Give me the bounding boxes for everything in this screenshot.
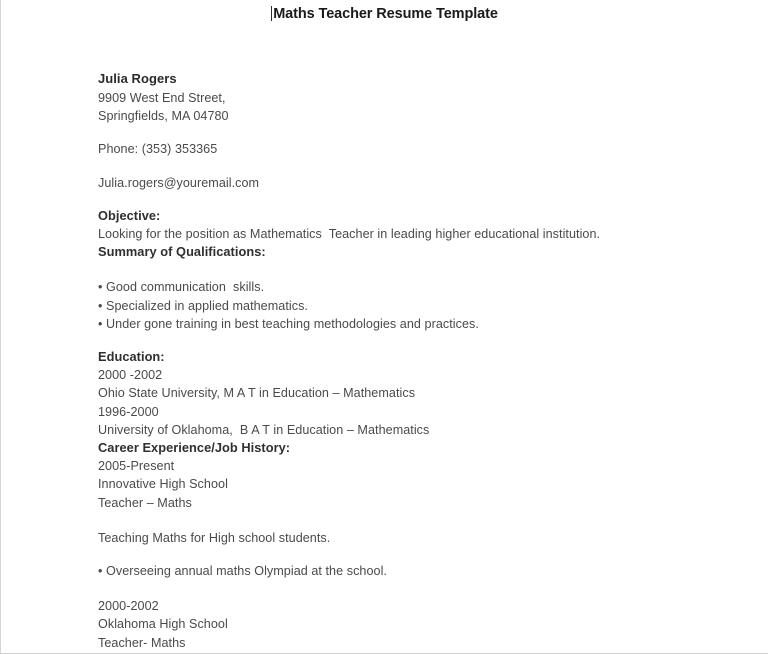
spacer [98,192,768,207]
education-entry-years: 2000 -2002 [98,368,163,383]
list-item: • Good communication skills. [98,280,265,295]
objective-heading: Objective: [98,207,161,223]
objective-text: Looking for the position as Mathematics Teacher in leading higher educational institution. [98,227,601,242]
email-line: Julia.rogers@youremail.com [98,175,260,190]
career-heading: Career Experience/Job History: [98,440,291,456]
spacer [98,512,768,529]
job2-role: Teacher- Maths [98,635,186,650]
spacer [98,159,768,174]
job1-organization: Innovative High School [98,477,228,492]
job1-role: Teacher – Maths [98,495,192,510]
education-entry-detail: University of Oklahoma, B A T in Education – Mathematics [98,422,430,437]
spacer [98,333,768,348]
job2-organization: Oklahoma High School [98,617,228,632]
list-item: • Specialized in applied mathematics. [98,298,308,313]
job2-years: 2000-2002 [98,599,159,614]
page-title-text: Maths Teacher Resume Template [273,6,498,22]
address-line-1: 9909 West End Street, [98,91,226,105]
resume-body [6,22,768,652]
spacer [98,125,768,140]
address-line-2: Springfields, MA 04780 [98,109,229,124]
candidate-name: Julia Rogers [98,71,177,86]
spacer [98,580,768,597]
summary-heading: Summary of Qualifications: [98,244,266,260]
page-title [6,0,768,22]
education-entry-years: 1996-2000 [98,404,159,419]
job1-description: Teaching Maths for High school students. [98,530,331,545]
job1-bullet: • Overseeing annual maths Olympiad at the school. [98,564,387,579]
list-item: • Under gone training in best teaching methodologies and practices. [98,316,479,331]
education-heading: Education: [98,349,165,365]
spacer [98,261,768,278]
education-entry-detail: Ohio State University, M A T in Education – Mathematics [98,386,416,401]
phone-line: Phone: (353) 353365 [98,142,218,157]
job1-years: 2005-Present [98,459,175,474]
spacer [98,547,768,562]
